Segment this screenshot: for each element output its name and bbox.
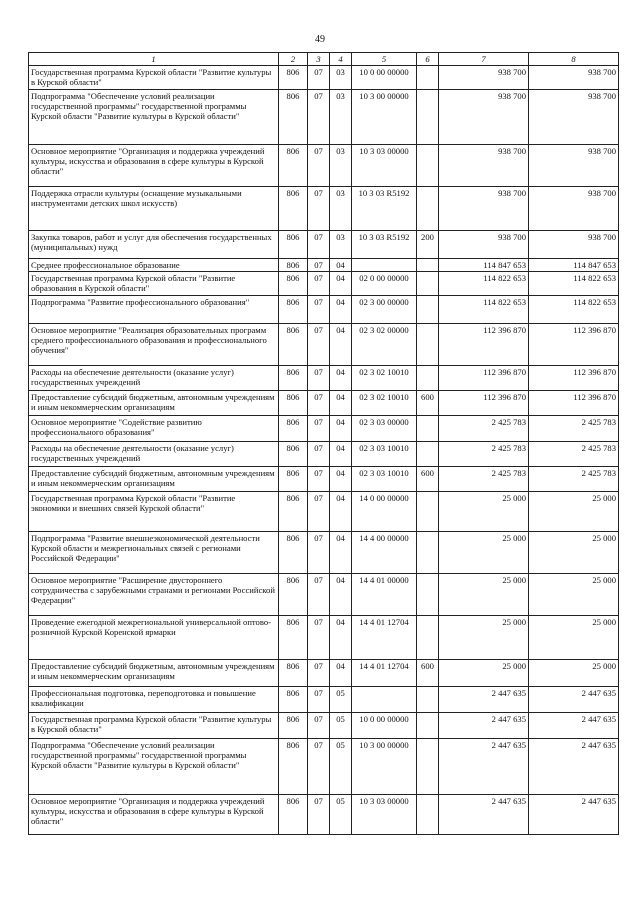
cell-amount-1: 2 447 635: [439, 687, 529, 713]
cell-section: 07: [308, 391, 330, 416]
table-row: [29, 616, 619, 660]
cell-amount-2: 2 447 635: [529, 687, 619, 713]
cell-expense-type: [417, 296, 439, 324]
cell-section: 07: [308, 231, 330, 259]
cell-subsection: 05: [330, 739, 352, 795]
cell-expense-type: [417, 492, 439, 532]
cell-target-article: 14 4 01 12704: [352, 616, 417, 660]
cell-expense-type: [417, 145, 439, 187]
cell-section: 07: [308, 442, 330, 467]
row-name: Основное мероприятие "Организация и поддержка учреждений культуры, искусства и образования в сфере культуры в Курской области": [29, 145, 279, 187]
cell-ministry-code: 806: [279, 660, 308, 687]
column-header: 3: [308, 53, 330, 66]
table-body: [29, 66, 619, 835]
table-row: [29, 231, 619, 259]
cell-amount-2: 25 000: [529, 492, 619, 532]
table-row: [29, 324, 619, 366]
cell-section: 07: [308, 687, 330, 713]
cell-amount-1: 938 700: [439, 90, 529, 145]
table-row: [29, 739, 619, 795]
cell-amount-2: 2 447 635: [529, 713, 619, 739]
row-name: Основное мероприятие "Организация и поддержка учреждений культуры, искусства и образования в сфере культуры в Курской области": [29, 795, 279, 835]
cell-section: 07: [308, 66, 330, 90]
cell-section: 07: [308, 739, 330, 795]
cell-ministry-code: 806: [279, 713, 308, 739]
cell-subsection: 04: [330, 416, 352, 442]
table-row: [29, 687, 619, 713]
cell-section: 07: [308, 660, 330, 687]
cell-amount-1: 112 396 870: [439, 366, 529, 391]
cell-subsection: 03: [330, 90, 352, 145]
column-header: 2: [279, 53, 308, 66]
column-header: 4: [330, 53, 352, 66]
cell-amount-1: 2 425 783: [439, 442, 529, 467]
cell-amount-2: 114 822 653: [529, 296, 619, 324]
cell-expense-type: 600: [417, 467, 439, 492]
table-row: [29, 391, 619, 416]
cell-amount-2: 112 396 870: [529, 324, 619, 366]
cell-amount-2: 2 447 635: [529, 795, 619, 835]
row-name: Проведение ежегодной межрегиональной универсальной оптово-розничной Курской Коренской ярмарки: [29, 616, 279, 660]
column-header: 5: [352, 53, 417, 66]
cell-section: 07: [308, 187, 330, 231]
cell-amount-1: 114 847 653: [439, 259, 529, 272]
cell-ministry-code: 806: [279, 324, 308, 366]
cell-subsection: 04: [330, 492, 352, 532]
cell-ministry-code: 806: [279, 231, 308, 259]
row-name: Государственная программа Курской области "Развитие экономики и внешних связей Курской области": [29, 492, 279, 532]
cell-subsection: 04: [330, 574, 352, 616]
cell-target-article: 02 3 02 10010: [352, 366, 417, 391]
table-row: [29, 467, 619, 492]
cell-expense-type: [417, 187, 439, 231]
cell-ministry-code: 806: [279, 90, 308, 145]
cell-expense-type: 600: [417, 660, 439, 687]
cell-expense-type: [417, 687, 439, 713]
cell-amount-2: 25 000: [529, 616, 619, 660]
cell-amount-2: 114 822 653: [529, 272, 619, 296]
cell-target-article: 14 0 00 00000: [352, 492, 417, 532]
row-name: Расходы на обеспечение деятельности (оказание услуг) государственных учреждений: [29, 442, 279, 467]
cell-subsection: 03: [330, 145, 352, 187]
cell-amount-2: 938 700: [529, 231, 619, 259]
cell-target-article: 10 3 03 R5192: [352, 187, 417, 231]
cell-expense-type: [417, 324, 439, 366]
table-row: [29, 660, 619, 687]
row-name: Основное мероприятие "Реализация образовательных программ среднего профессионального образования и профессионального обучения": [29, 324, 279, 366]
table-row: [29, 416, 619, 442]
cell-ministry-code: 806: [279, 442, 308, 467]
cell-target-article: 02 3 00 00000: [352, 296, 417, 324]
table-row: [29, 272, 619, 296]
row-name: Поддержка отрасли культуры (оснащение музыкальными инструментами детских школ искусств): [29, 187, 279, 231]
row-name: Государственная программа Курской области "Развитие культуры в Курской области": [29, 66, 279, 90]
cell-expense-type: [417, 66, 439, 90]
cell-target-article: 10 3 03 R5192: [352, 231, 417, 259]
cell-ministry-code: 806: [279, 296, 308, 324]
cell-amount-1: 25 000: [439, 616, 529, 660]
cell-subsection: 05: [330, 713, 352, 739]
cell-subsection: 03: [330, 66, 352, 90]
row-name: Подпрограмма "Развитие внешнеэкономической деятельности Курской области и межрегиональных связей с регионами Российской Федерации": [29, 532, 279, 574]
column-header: 7: [439, 53, 529, 66]
cell-expense-type: [417, 532, 439, 574]
cell-ministry-code: 806: [279, 739, 308, 795]
cell-amount-1: 25 000: [439, 574, 529, 616]
cell-amount-2: 938 700: [529, 90, 619, 145]
cell-amount-1: 2 447 635: [439, 713, 529, 739]
cell-section: 07: [308, 416, 330, 442]
table-row: [29, 532, 619, 574]
cell-target-article: 02 3 03 10010: [352, 467, 417, 492]
cell-amount-2: 938 700: [529, 145, 619, 187]
cell-subsection: 05: [330, 795, 352, 835]
page-number: 49: [315, 34, 325, 45]
cell-section: 07: [308, 467, 330, 492]
cell-section: 07: [308, 324, 330, 366]
cell-expense-type: [417, 272, 439, 296]
cell-amount-1: 25 000: [439, 492, 529, 532]
cell-ministry-code: 806: [279, 366, 308, 391]
table-row: [29, 145, 619, 187]
cell-section: 07: [308, 795, 330, 835]
cell-ministry-code: 806: [279, 145, 308, 187]
row-name: Основное мероприятие "Содействие развитию профессионального образования": [29, 416, 279, 442]
cell-expense-type: [417, 616, 439, 660]
cell-amount-1: 938 700: [439, 66, 529, 90]
row-name: Предоставление субсидий бюджетным, автономным учреждениям и иным некоммерческим организациям: [29, 391, 279, 416]
cell-expense-type: [417, 416, 439, 442]
row-name: Подпрограмма "Обеспечение условий реализации государственной программы" государственной программы Курской области "Развитие культуры в Курской области": [29, 90, 279, 145]
cell-ministry-code: 806: [279, 416, 308, 442]
cell-amount-2: 112 396 870: [529, 391, 619, 416]
cell-target-article: [352, 259, 417, 272]
row-name: Государственная программа Курской области "Развитие культуры в Курской области": [29, 713, 279, 739]
cell-amount-1: 938 700: [439, 145, 529, 187]
cell-amount-1: 2 425 783: [439, 416, 529, 442]
row-name: Профессиональная подготовка, переподготовка и повышение квалификации: [29, 687, 279, 713]
cell-subsection: 04: [330, 467, 352, 492]
cell-subsection: 04: [330, 660, 352, 687]
cell-amount-2: 2 425 783: [529, 467, 619, 492]
cell-amount-1: 2 425 783: [439, 467, 529, 492]
cell-section: 07: [308, 366, 330, 391]
cell-subsection: 04: [330, 616, 352, 660]
cell-amount-1: 25 000: [439, 660, 529, 687]
cell-amount-2: 2 425 783: [529, 416, 619, 442]
column-header: 1: [29, 53, 279, 66]
cell-target-article: 10 3 03 00000: [352, 795, 417, 835]
cell-section: 07: [308, 574, 330, 616]
cell-ministry-code: 806: [279, 467, 308, 492]
cell-ministry-code: 806: [279, 259, 308, 272]
row-name: Среднее профессиональное образование: [29, 259, 279, 272]
cell-amount-1: 2 447 635: [439, 795, 529, 835]
cell-expense-type: [417, 259, 439, 272]
cell-section: 07: [308, 532, 330, 574]
cell-target-article: 14 4 01 00000: [352, 574, 417, 616]
cell-target-article: 10 3 00 00000: [352, 90, 417, 145]
row-name: Основное мероприятие "Расширение двустороннего сотрудничества с зарубежными странами и регионами Российской Федерации": [29, 574, 279, 616]
cell-ministry-code: 806: [279, 187, 308, 231]
cell-amount-1: 114 822 653: [439, 296, 529, 324]
column-number-row: [29, 53, 619, 66]
cell-amount-1: 938 700: [439, 187, 529, 231]
cell-target-article: 14 4 01 12704: [352, 660, 417, 687]
cell-expense-type: [417, 739, 439, 795]
table-row: [29, 296, 619, 324]
cell-ministry-code: 806: [279, 795, 308, 835]
cell-target-article: 02 0 00 00000: [352, 272, 417, 296]
cell-amount-2: 114 847 653: [529, 259, 619, 272]
cell-section: 07: [308, 272, 330, 296]
cell-amount-1: 938 700: [439, 231, 529, 259]
cell-ministry-code: 806: [279, 272, 308, 296]
cell-section: 07: [308, 492, 330, 532]
cell-expense-type: [417, 90, 439, 145]
table-row: [29, 795, 619, 835]
cell-ministry-code: 806: [279, 391, 308, 416]
cell-expense-type: 600: [417, 391, 439, 416]
table-row: [29, 90, 619, 145]
cell-amount-2: 25 000: [529, 660, 619, 687]
cell-expense-type: [417, 574, 439, 616]
cell-expense-type: [417, 713, 439, 739]
cell-target-article: 10 0 00 00000: [352, 66, 417, 90]
table-row: [29, 492, 619, 532]
cell-subsection: 04: [330, 442, 352, 467]
column-header: 8: [529, 53, 619, 66]
cell-amount-1: 114 822 653: [439, 272, 529, 296]
cell-target-article: [352, 687, 417, 713]
cell-expense-type: 200: [417, 231, 439, 259]
cell-subsection: 04: [330, 391, 352, 416]
cell-target-article: 02 3 03 10010: [352, 442, 417, 467]
table-row: [29, 366, 619, 391]
table-row: [29, 187, 619, 231]
cell-section: 07: [308, 616, 330, 660]
cell-ministry-code: 806: [279, 532, 308, 574]
cell-subsection: 04: [330, 366, 352, 391]
cell-subsection: 04: [330, 259, 352, 272]
table-row: [29, 713, 619, 739]
cell-amount-2: 112 396 870: [529, 366, 619, 391]
cell-section: 07: [308, 713, 330, 739]
cell-target-article: 10 3 00 00000: [352, 739, 417, 795]
column-header: 6: [417, 53, 439, 66]
cell-amount-2: 2 447 635: [529, 739, 619, 795]
table-row: [29, 66, 619, 90]
cell-ministry-code: 806: [279, 687, 308, 713]
cell-target-article: 02 3 02 10010: [352, 391, 417, 416]
cell-amount-2: 938 700: [529, 187, 619, 231]
cell-amount-2: 2 425 783: [529, 442, 619, 467]
cell-target-article: 02 3 03 00000: [352, 416, 417, 442]
cell-ministry-code: 806: [279, 616, 308, 660]
cell-section: 07: [308, 90, 330, 145]
cell-amount-1: 112 396 870: [439, 391, 529, 416]
cell-target-article: 10 0 00 00000: [352, 713, 417, 739]
row-name: Закупка товаров, работ и услуг для обеспечения государственных (муниципальных) нужд: [29, 231, 279, 259]
cell-amount-1: 2 447 635: [439, 739, 529, 795]
row-name: Расходы на обеспечение деятельности (оказание услуг) государственных учреждений: [29, 366, 279, 391]
table-row: [29, 259, 619, 272]
table-row: [29, 574, 619, 616]
cell-subsection: 05: [330, 687, 352, 713]
cell-subsection: 04: [330, 272, 352, 296]
cell-subsection: 04: [330, 324, 352, 366]
cell-amount-2: 25 000: [529, 574, 619, 616]
cell-ministry-code: 806: [279, 66, 308, 90]
cell-target-article: 02 3 02 00000: [352, 324, 417, 366]
row-name: Подпрограмма "Развитие профессионального образования": [29, 296, 279, 324]
row-name: Предоставление субсидий бюджетным, автономным учреждениям и иным некоммерческим организациям: [29, 467, 279, 492]
cell-amount-1: 25 000: [439, 532, 529, 574]
cell-subsection: 03: [330, 231, 352, 259]
budget-table: [28, 52, 619, 835]
cell-subsection: 04: [330, 296, 352, 324]
table-row: [29, 442, 619, 467]
cell-target-article: 14 4 00 00000: [352, 532, 417, 574]
cell-ministry-code: 806: [279, 574, 308, 616]
cell-section: 07: [308, 296, 330, 324]
cell-subsection: 04: [330, 532, 352, 574]
cell-amount-1: 112 396 870: [439, 324, 529, 366]
cell-target-article: 10 3 03 00000: [352, 145, 417, 187]
cell-subsection: 03: [330, 187, 352, 231]
row-name: Предоставление субсидий бюджетным, автономным учреждениям и иным некоммерческим организациям: [29, 660, 279, 687]
cell-section: 07: [308, 259, 330, 272]
cell-amount-2: 25 000: [529, 532, 619, 574]
row-name: Государственная программа Курской области "Развитие образования в Курской области": [29, 272, 279, 296]
cell-expense-type: [417, 366, 439, 391]
cell-ministry-code: 806: [279, 492, 308, 532]
cell-section: 07: [308, 145, 330, 187]
cell-expense-type: [417, 442, 439, 467]
cell-expense-type: [417, 795, 439, 835]
cell-amount-2: 938 700: [529, 66, 619, 90]
row-name: Подпрограмма "Обеспечение условий реализации государственной программы" государственной программы Курской области "Развитие культуры в Курской области": [29, 739, 279, 795]
